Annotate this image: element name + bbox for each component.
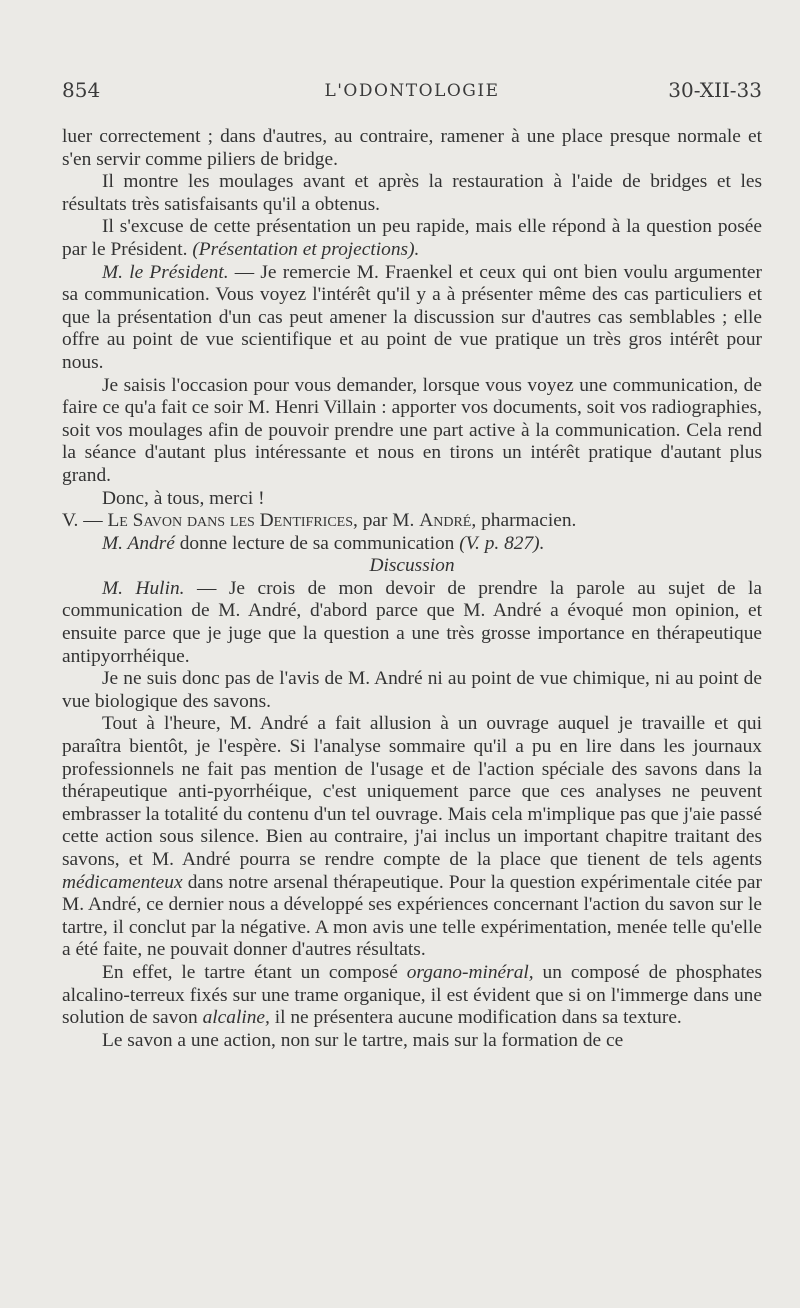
- paragraph-text: un composé de phosphates alcalino-terreux fixés sur une trame organique, il est évident que si on l'immerge dans une solution de savon: [62, 961, 762, 1029]
- paragraph: [62, 962, 762, 1030]
- paragraph-text: — Je remercie M. Fraenkel et ceux qui ont bien voulu argumenter sa communication. Vous voyez l'intérêt qu'il y a à présenter même des cas particuliers et que la présentation d'un cas peut amener la discussion sur d'autres cas semblables ; elle offre au point de vue scientifique et au point de vue pratique un très gros intérêt pour nous.: [62, 261, 762, 373]
- discussion-heading: Discussion: [369, 555, 455, 577]
- speaker-name: M. André: [102, 532, 175, 554]
- paragraph-text: Tout à l'heure, M. André a fait allusion à un ouvrage auquel je travaille et qui paraîtra bientôt, je l'espère. Si l'analyse sommaire qu'il a pu en lire dans les journaux professionnels ne fait pas mention de l'usage et de l'action spéciale des savons dans la thérapeutique anti-pyorrhéique, c'est uniquement parce que ces analyses ne peuvent embrasser la totalité du contenu d'un tel ouvrage. Mais cela m'implique pas que j'aie passé cette action sous silence. Bien au contraire, j'ai inclus un important chapitre traitant des savons, et M. André pourra se rendre compte de la place que tienent de tels agents: [62, 713, 762, 870]
- paragraph: luer correctement ; dans d'autres, au contraire, ramener à une place presque normale et s'en servir comme piliers de bridge.: [62, 126, 762, 170]
- stage-direction: (Présentation et projections).: [192, 238, 420, 260]
- page-number: 854: [62, 78, 101, 102]
- paragraph: Je ne suis donc pas de l'avis de M. André ni au point de vue chimique, ni au point de vue biologique des savons.: [62, 668, 762, 712]
- emphasis-text: médicamenteux: [62, 871, 183, 893]
- body-text: [62, 126, 762, 1052]
- section-title: Le Savon dans les Dentifrices: [107, 510, 353, 532]
- paragraph-text: Il s'excuse de cette présentation un peu rapide, mais elle répond à la question posée par le Président.: [62, 216, 762, 260]
- paragraph-text: dans notre arsenal thérapeutique. Pour la question expérimentale citée par M. André, ce dernier nous a développé ses expériences concernant l'action du savon sur le tartre, il conclut par la négative. A mon avis une telle expérimentation, menée telle qu'elle a été faite, ne pouvait donner d'autres résultats.: [62, 871, 762, 961]
- paragraph: Il montre les moulages avant et après la restauration à l'aide de bridges et les résultats très satisfaisants qu'il a obtenus.: [62, 171, 762, 215]
- section-author-prefix: , par M.: [353, 510, 420, 532]
- section-heading: [62, 510, 762, 533]
- running-header: [62, 78, 762, 112]
- journal-title: L'ODONTOLOGIE: [324, 81, 500, 101]
- issue-date: 30-XII-33: [668, 78, 762, 102]
- paragraph-text: — Je crois de mon devoir de prendre la parole au sujet de la communication de M. André, d'abord parce que M. André a évoqué mon opinion, et ensuite parce que je juge que la question a une très grosse importance en thérapeutique antipyorrhéique.: [62, 577, 762, 667]
- paragraph: Je saisis l'occasion pour vous demander, lorsque vous voyez une communication, de faire ce qu'a fait ce soir M. Henri Villain : apporter vos documents, soit vos radiographies, soit vos moulages afin de pouvoir prendre une part active à la communication. Cela rend la séance d'autant plus intéressante et nous en tirons un intérêt pratique d'autant plus grand.: [62, 374, 762, 486]
- paragraph: Donc, à tous, merci !: [102, 487, 265, 509]
- section-numeral: V. —: [62, 510, 108, 532]
- speaker-name: M. le Président.: [102, 261, 229, 283]
- section-author: André: [419, 510, 472, 532]
- page-reference: (V. p. 827).: [459, 532, 545, 554]
- paragraph-text: il ne présentera aucune modification dans sa texture.: [269, 1007, 682, 1029]
- document-page: [62, 78, 762, 1052]
- paragraph: [62, 216, 762, 261]
- paragraph-text: En effet, le tartre étant un composé: [102, 961, 407, 983]
- paragraph: [62, 262, 762, 375]
- emphasis-text: alcaline,: [202, 1007, 270, 1029]
- paragraph-text: donne lecture de sa communication: [174, 532, 460, 554]
- paragraph: [62, 578, 762, 668]
- paragraph: [62, 533, 762, 556]
- emphasis-text: organo-minéral,: [406, 961, 534, 983]
- paragraph: [62, 713, 762, 962]
- section-author-suffix: , pharmacien.: [471, 510, 577, 532]
- paragraph: Le savon a une action, non sur le tartre, mais sur la formation de ce: [102, 1029, 624, 1051]
- speaker-name: M. Hulin.: [102, 577, 185, 599]
